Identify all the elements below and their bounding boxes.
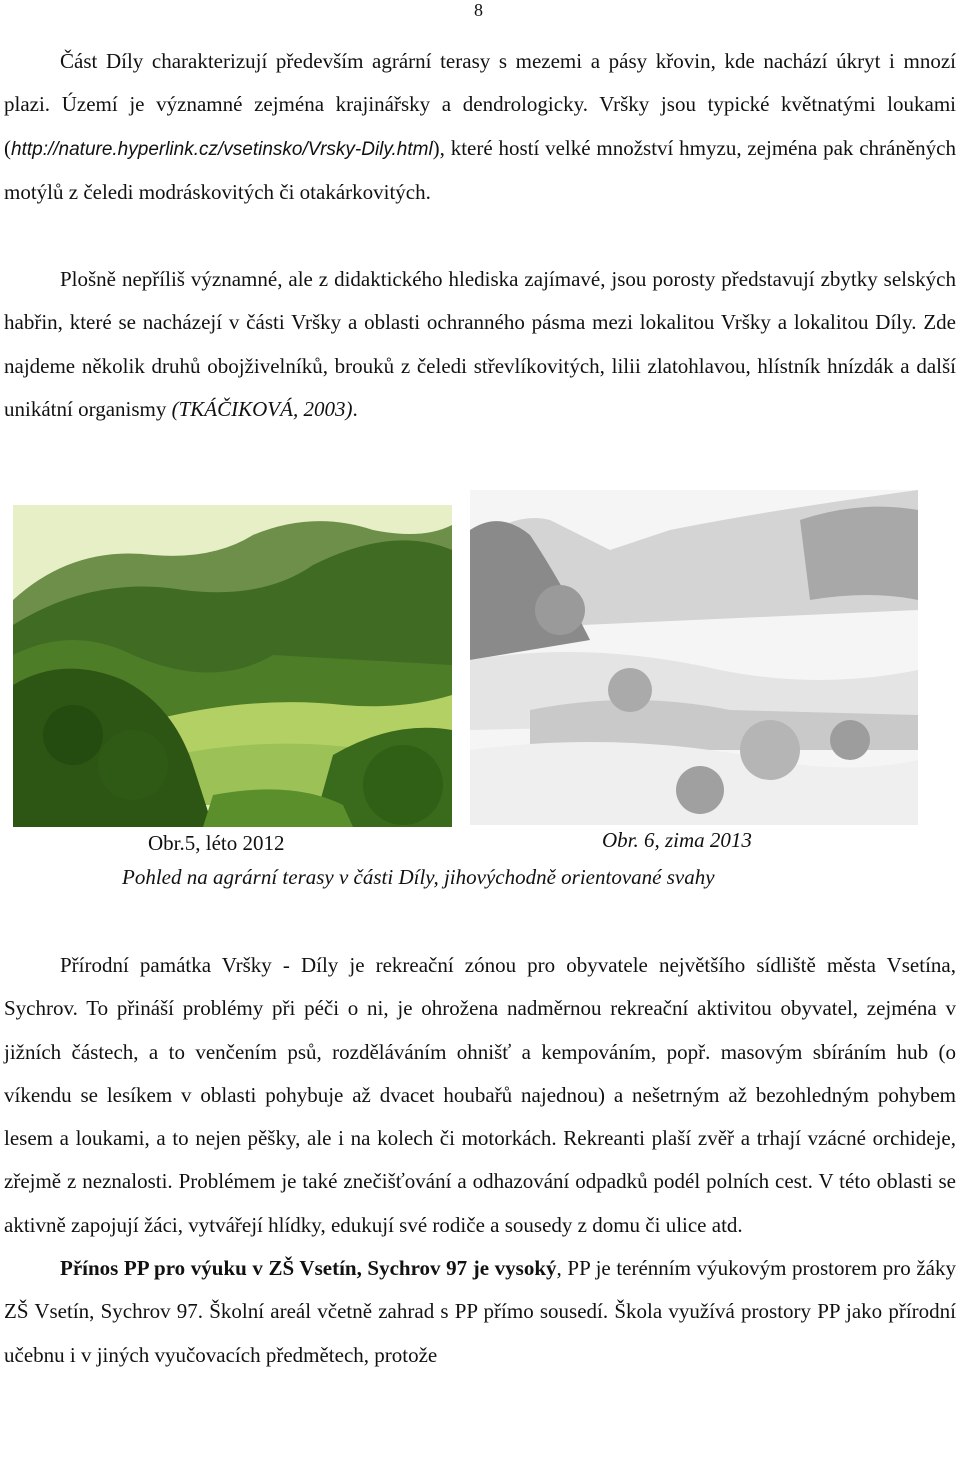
citation: (TKÁČIKOVÁ, 2003)	[171, 396, 353, 421]
paragraph-terraces	[4, 40, 956, 214]
paragraph-education-text: , PP je terénním výukovým prostorem pro žáky ZŠ Vsetín, Sychrov 97. Školní areál včetně zahrad s PP přímo sousedí. Škola využívá prostory PP jako přírodní učebnu i v jiných vyučovacích předmětech, protože	[4, 1256, 956, 1367]
page-number: 8	[474, 0, 483, 20]
photo-summer-2012	[13, 505, 452, 827]
caption-winter: Obr. 6, zima 2013	[602, 828, 752, 852]
caption-summer: Obr.5, léto 2012	[148, 831, 285, 855]
paragraph-terraces-text-a: Část Díly charakterizují především agrární terasy s mezemi a pásy křovin, kde nachází úkryt i mnozí plazi. Území je významné zejména krajinářsky a dendrologicky. Vršky jsou typické květnatými loukami (	[4, 49, 956, 160]
paragraph-hornbeam	[4, 258, 956, 431]
nature-link[interactable]: http://nature.hyperlink.cz/vsetinsko/Vrsky-Dily.html	[11, 138, 433, 160]
caption-common: Pohled na agrární terasy v části Díly, jihovýchodně orientované svahy	[122, 865, 715, 889]
paragraph-terraces-text-b: ), které hostí velké množství hmyzu, zejména pak chráněných motýlů z čeledi modráskovitých či otakárkovitých.	[4, 135, 956, 204]
paragraph-hornbeam-text: Plošně nepříliš významné, ale z didaktického hlediska zajímavé, jsou porosty představují zbytky selských habřin, které se nacházejí v části Vršky a oblasti ochranného pásma mezi lokalitou Vršky a lokalitou Díly. Zde najdeme několik druhů obojživelníků, brouků z čeledi střevlíkovitých, lilii zlatohlavou, hlístník hnízdák a další unikátní organismy	[4, 267, 956, 421]
citation-end: .	[352, 396, 358, 421]
photo-winter-2013	[470, 490, 918, 825]
paragraph-recreation	[4, 944, 956, 1377]
paragraph-education-bold: Přínos PP pro výuku v ZŠ Vsetín, Sychrov 97 je vysoký	[60, 1256, 557, 1281]
paragraph-recreation-text: Přírodní památka Vršky - Díly je rekreační zónou pro obyvatele největšího sídliště města Vsetína, Sychrov. To přináší problémy při péči o ni, je ohrožena nadměrnou rekreační aktivitou obyvatel, zejména v jižních částech, a to venčením psů, rozděláváním ohnišť a kempováním, popř. masovým sbíráním hub (o víkendu se lesíkem v oblasti pohybuje až dvacet houbařů najednou) a nešetrným až bezohledným pohybem lesem a loukami, a to nejen pěšky, ale i na kolech či motorkách. Rekreanti plaší zvěř a trhají vzácné orchideje, zřejmě z neznalosti. Problémem je také znečišťování a odhazování odpadků podél polních cest. V této oblasti se aktivně zapojují žáci, vytvářejí hlídky, edukují své rodiče a sousedy z domu či ulice atd.	[4, 953, 956, 1237]
